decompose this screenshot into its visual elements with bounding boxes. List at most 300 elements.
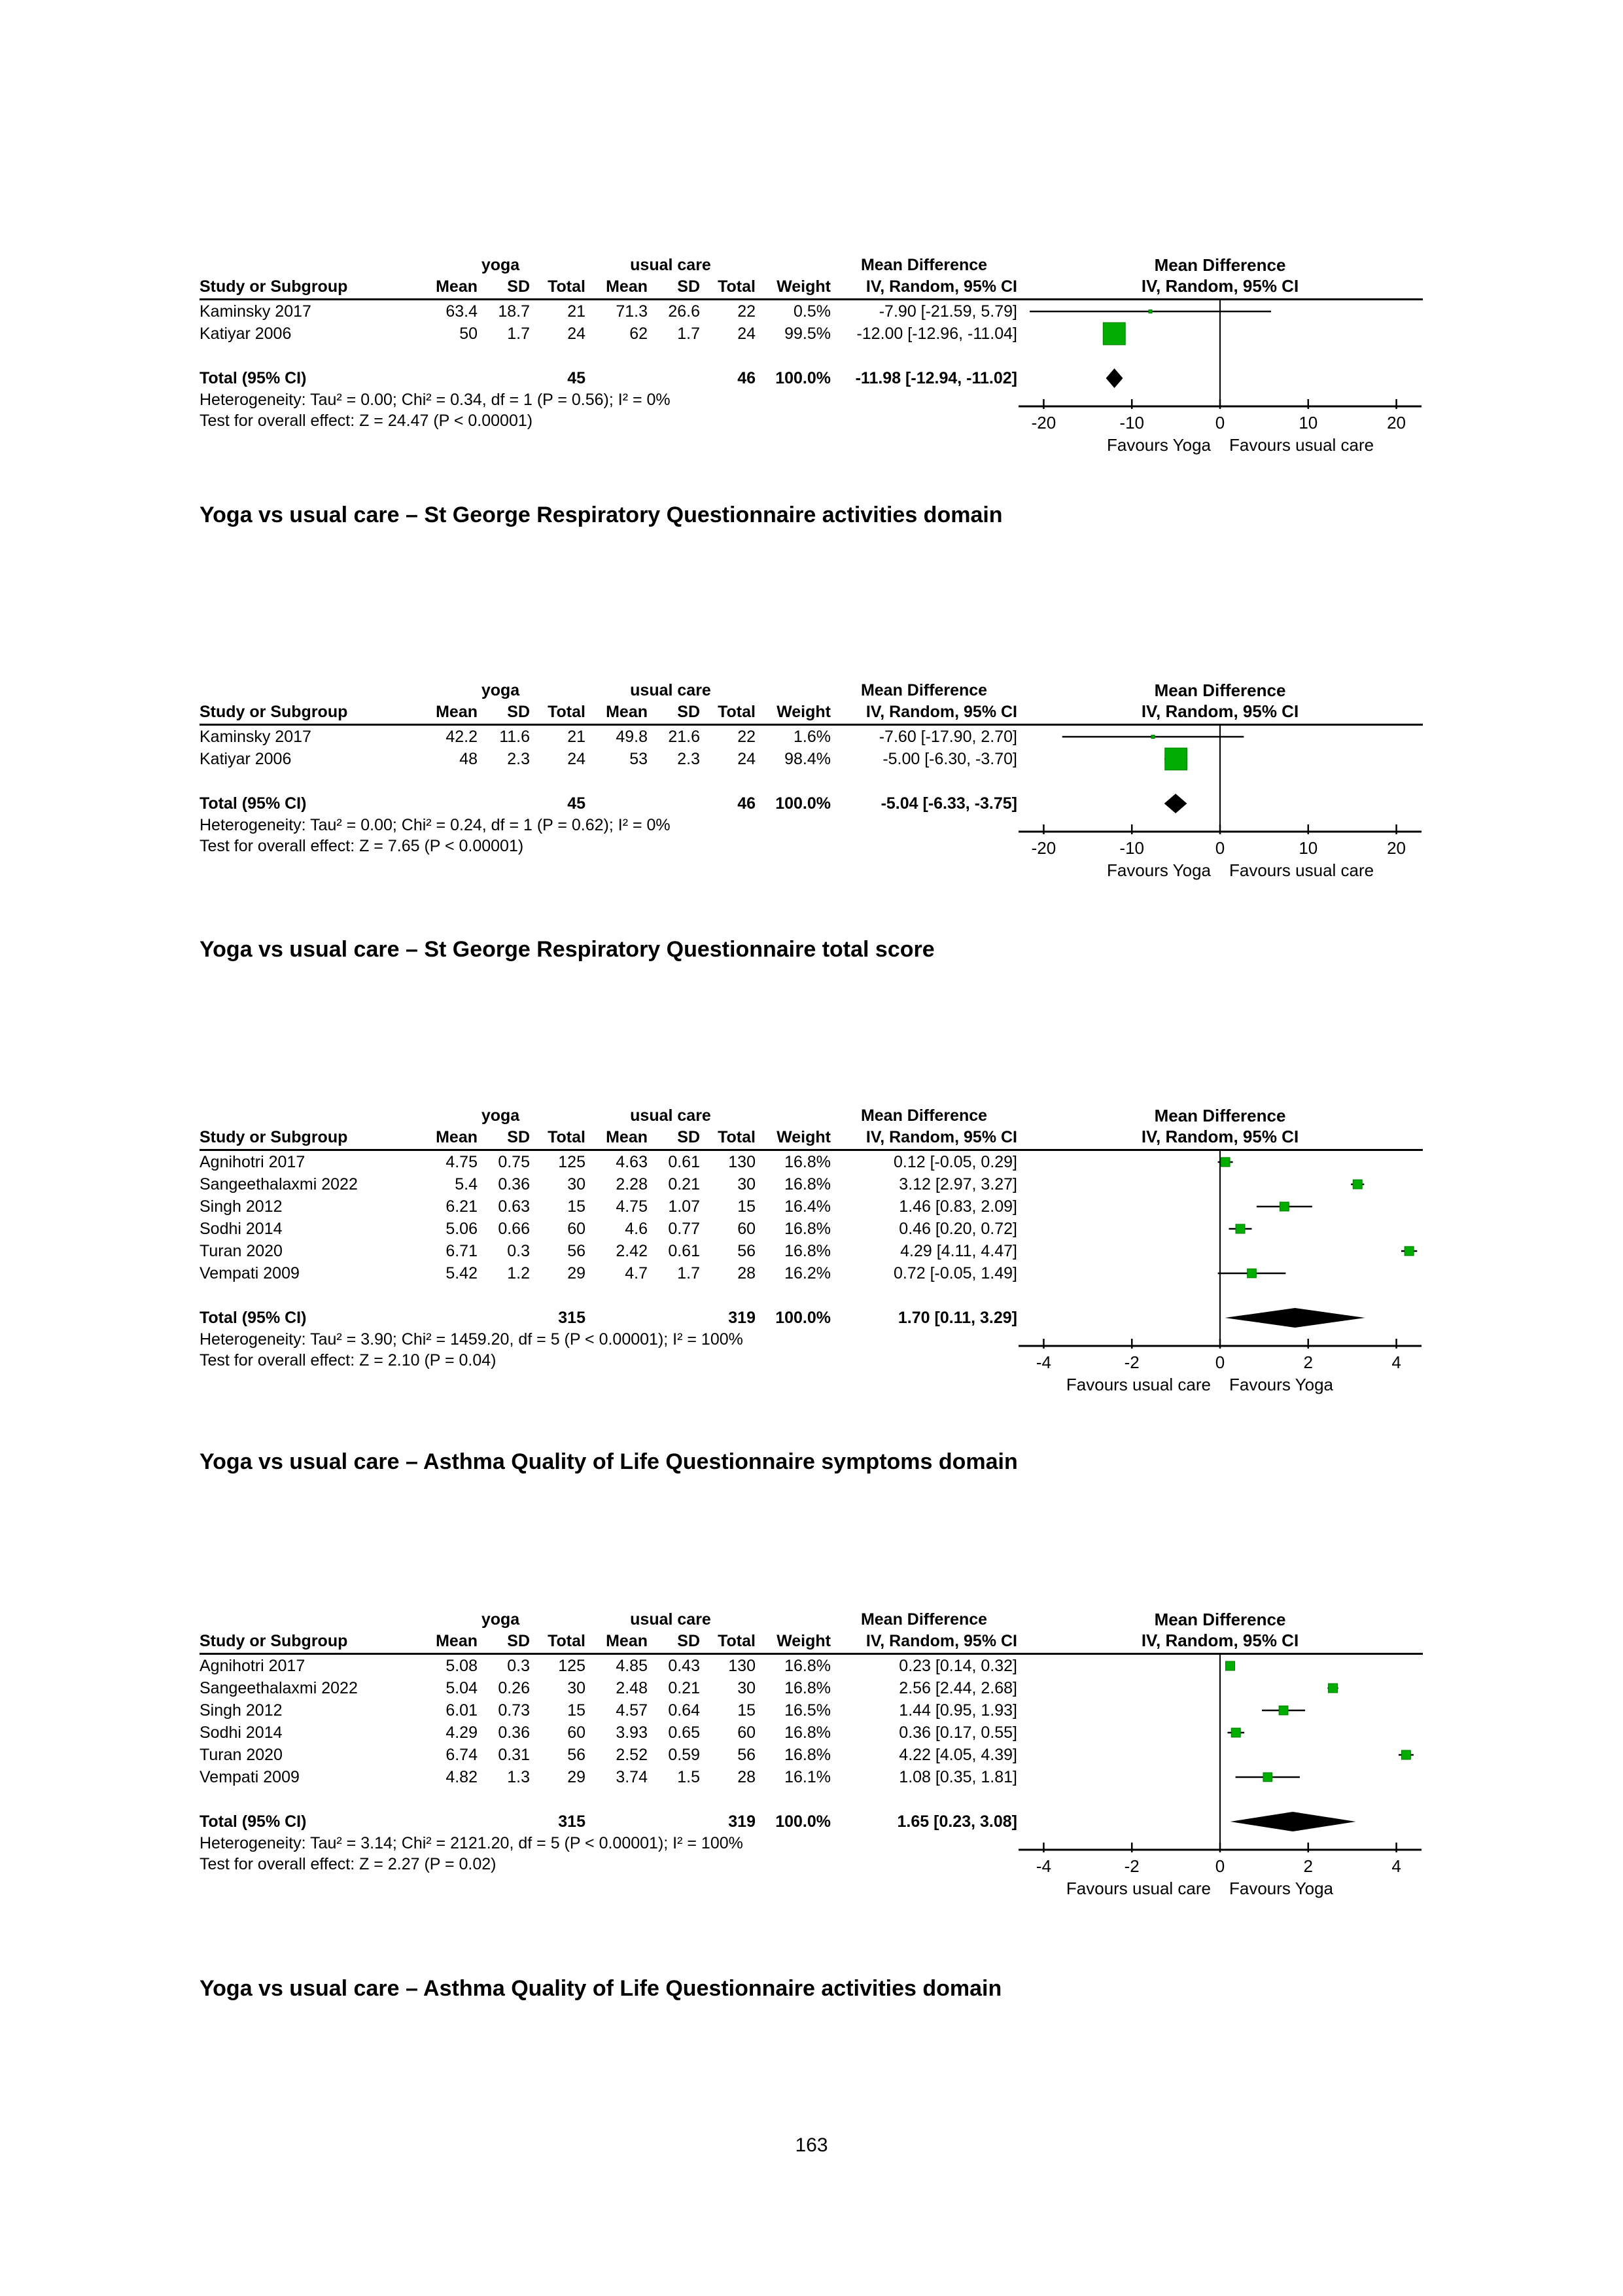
study-mean2: 2.28 bbox=[616, 1174, 648, 1193]
study-weight: 16.8% bbox=[784, 1241, 831, 1260]
column-header: Total bbox=[548, 702, 585, 721]
study-name: Kaminsky 2017 bbox=[200, 302, 311, 321]
group2-header: usual care bbox=[630, 255, 711, 274]
column-header: Total bbox=[718, 277, 756, 296]
favours-left-label: Favours Yoga bbox=[1106, 860, 1211, 880]
study-total1: 125 bbox=[558, 1152, 585, 1171]
study-sd2: 0.64 bbox=[668, 1701, 700, 1720]
study-total2: 130 bbox=[728, 1656, 756, 1675]
study-name: Agnihotri 2017 bbox=[200, 1152, 305, 1171]
study-mean1: 5.06 bbox=[445, 1219, 478, 1238]
axis-tick-label: -4 bbox=[1036, 1856, 1051, 1876]
study-mean1: 4.29 bbox=[445, 1723, 478, 1742]
axis-tick-label: 10 bbox=[1299, 838, 1318, 858]
total-label: Total (95% CI) bbox=[200, 1812, 307, 1831]
study-ci: 1.46 [0.83, 2.09] bbox=[899, 1197, 1017, 1216]
study-total1: 21 bbox=[567, 302, 585, 321]
column-header: Mean bbox=[606, 1127, 648, 1146]
study-marker bbox=[1257, 1202, 1312, 1211]
study-marker bbox=[1062, 735, 1244, 739]
axis-tick-label: -2 bbox=[1124, 1856, 1140, 1876]
forest-plot-section-3 bbox=[200, 1106, 1429, 1402]
study-ci: 4.22 [4.05, 4.39] bbox=[899, 1745, 1017, 1764]
total-diamond bbox=[1230, 1812, 1356, 1831]
study-name: Sodhi 2014 bbox=[200, 1723, 283, 1742]
effect-square bbox=[1231, 1728, 1240, 1737]
study-mean1: 6.74 bbox=[445, 1745, 478, 1764]
total-diamond bbox=[1164, 794, 1187, 813]
overall-effect-text: Test for overall effect: Z = 2.10 (P = 0.04) bbox=[200, 1351, 497, 1369]
study-weight: 1.6% bbox=[794, 727, 831, 746]
plot-subtitle: IV, Random, 95% CI bbox=[1141, 1631, 1299, 1650]
heterogeneity-text: Heterogeneity: Tau² = 0.00; Chi² = 0.34, df = 1 (P = 0.56); I² = 0% bbox=[200, 390, 671, 409]
column-header: SD bbox=[677, 702, 700, 721]
forest-plot-section-1 bbox=[200, 255, 1429, 463]
study-total1: 125 bbox=[558, 1656, 585, 1675]
plot-title: Mean Difference bbox=[1154, 1610, 1286, 1629]
study-mean2: 2.48 bbox=[616, 1678, 648, 1697]
effect-square bbox=[1279, 1706, 1288, 1715]
study-name: Kaminsky 2017 bbox=[200, 727, 311, 746]
forest-plot-graph bbox=[1017, 680, 1423, 888]
study-name: Vempati 2009 bbox=[200, 1767, 300, 1786]
study-name: Katiyar 2006 bbox=[200, 749, 292, 768]
study-marker bbox=[1227, 1728, 1244, 1737]
group1-header: yoga bbox=[481, 255, 520, 274]
study-mean2: 4.7 bbox=[625, 1263, 648, 1282]
study-mean1: 6.01 bbox=[445, 1701, 478, 1720]
study-name: Katiyar 2006 bbox=[200, 324, 292, 343]
figure-caption-3: Yoga vs usual care – Asthma Quality of Life Questionnaire symptoms domain bbox=[200, 1449, 1018, 1474]
group1-header: yoga bbox=[481, 1610, 520, 1629]
column-header: SD bbox=[677, 1127, 700, 1146]
study-mean1: 4.82 bbox=[445, 1767, 478, 1786]
total-weight: 100.0% bbox=[775, 368, 831, 387]
study-mean1: 6.71 bbox=[445, 1241, 478, 1260]
total-n1: 315 bbox=[558, 1812, 585, 1831]
study-marker bbox=[1103, 323, 1125, 345]
total-weight: 100.0% bbox=[775, 1308, 831, 1327]
study-sd1: 1.2 bbox=[507, 1263, 530, 1282]
total-diamond bbox=[1225, 1308, 1365, 1328]
study-total2: 56 bbox=[737, 1745, 756, 1764]
study-marker bbox=[1226, 1661, 1235, 1670]
study-sd1: 11.6 bbox=[499, 727, 530, 746]
study-weight: 99.5% bbox=[784, 324, 831, 343]
study-total1: 15 bbox=[567, 1197, 585, 1216]
study-sd2: 2.3 bbox=[677, 749, 700, 768]
effect-header: Mean Difference bbox=[860, 1106, 988, 1125]
study-total2: 28 bbox=[737, 1767, 756, 1786]
axis-tick-label: 4 bbox=[1391, 1856, 1401, 1876]
study-marker bbox=[1164, 748, 1187, 770]
total-diamond bbox=[1106, 368, 1123, 388]
column-header: Study or Subgroup bbox=[200, 1127, 348, 1146]
column-header: Mean bbox=[436, 1127, 478, 1146]
effect-square bbox=[1221, 1157, 1230, 1167]
study-mean1: 42.2 bbox=[445, 727, 478, 746]
total-n2: 46 bbox=[737, 368, 756, 387]
column-header: Mean bbox=[436, 1631, 478, 1650]
axis-tick-label: 2 bbox=[1303, 1352, 1314, 1372]
column-header: Weight bbox=[777, 277, 831, 296]
study-mean1: 5.04 bbox=[445, 1678, 478, 1697]
total-weight: 100.0% bbox=[775, 794, 831, 813]
axis-tick-label: -20 bbox=[1031, 838, 1056, 858]
study-mean2: 2.42 bbox=[616, 1241, 648, 1260]
forest-table bbox=[200, 680, 1017, 857]
study-marker bbox=[1218, 1269, 1286, 1278]
column-header: Total bbox=[718, 1127, 756, 1146]
effect-square bbox=[1329, 1684, 1338, 1693]
study-mean1: 4.75 bbox=[445, 1152, 478, 1171]
column-header: SD bbox=[677, 277, 700, 296]
study-weight: 16.8% bbox=[784, 1219, 831, 1238]
study-name: Sodhi 2014 bbox=[200, 1219, 283, 1238]
study-mean2: 4.6 bbox=[625, 1219, 648, 1238]
total-n2: 319 bbox=[728, 1812, 756, 1831]
favours-left-label: Favours usual care bbox=[1066, 1375, 1211, 1394]
study-sd2: 1.7 bbox=[677, 1263, 700, 1282]
total-n2: 46 bbox=[737, 794, 756, 813]
favours-left-label: Favours Yoga bbox=[1106, 435, 1211, 455]
study-ci: 0.72 [-0.05, 1.49] bbox=[893, 1263, 1017, 1282]
study-total2: 30 bbox=[737, 1678, 756, 1697]
effect-header: Mean Difference bbox=[860, 1610, 988, 1629]
study-weight: 16.8% bbox=[784, 1745, 831, 1764]
study-marker bbox=[1401, 1246, 1417, 1256]
study-total1: 29 bbox=[567, 1263, 585, 1282]
column-header: Study or Subgroup bbox=[200, 702, 348, 721]
total-n1: 315 bbox=[558, 1308, 585, 1327]
forest-plot-section-2 bbox=[200, 680, 1429, 888]
study-mean2: 4.57 bbox=[616, 1701, 648, 1720]
figure-caption-4: Yoga vs usual care – Asthma Quality of Life Questionnaire activities domain bbox=[200, 1976, 1002, 2001]
group1-header: yoga bbox=[481, 1106, 520, 1125]
group2-header: usual care bbox=[630, 680, 711, 699]
study-mean2: 62 bbox=[629, 324, 648, 343]
study-mean2: 49.8 bbox=[616, 727, 648, 746]
study-sd1: 2.3 bbox=[507, 749, 530, 768]
study-sd1: 0.66 bbox=[498, 1219, 530, 1238]
total-n2: 319 bbox=[728, 1308, 756, 1327]
study-weight: 16.5% bbox=[784, 1701, 831, 1720]
study-sd2: 1.07 bbox=[668, 1197, 700, 1216]
study-name: Vempati 2009 bbox=[200, 1263, 300, 1282]
study-sd2: 0.21 bbox=[668, 1678, 700, 1697]
study-mean1: 50 bbox=[459, 324, 478, 343]
study-mean1: 48 bbox=[459, 749, 478, 768]
axis-tick-label: 0 bbox=[1215, 838, 1225, 858]
study-weight: 16.8% bbox=[784, 1723, 831, 1742]
study-ci: 0.12 [-0.05, 0.29] bbox=[893, 1152, 1017, 1171]
heterogeneity-text: Heterogeneity: Tau² = 3.14; Chi² = 2121.20, df = 5 (P < 0.00001); I² = 100% bbox=[200, 1833, 743, 1852]
column-header: Mean bbox=[606, 702, 648, 721]
study-marker bbox=[1236, 1773, 1300, 1782]
axis-tick-label: -10 bbox=[1119, 838, 1145, 858]
effect-square bbox=[1226, 1661, 1235, 1670]
column-header: IV, Random, 95% CI bbox=[865, 277, 1017, 296]
study-marker bbox=[1262, 1706, 1305, 1715]
study-total2: 24 bbox=[737, 324, 756, 343]
forest-plot-aqlq-symptoms bbox=[200, 1106, 1423, 1402]
forest-plot-graph bbox=[1017, 255, 1423, 463]
study-ci: 0.23 [0.14, 0.32] bbox=[899, 1656, 1017, 1675]
effect-square bbox=[1401, 1750, 1410, 1759]
study-name: Sangeethalaxmi 2022 bbox=[200, 1174, 358, 1193]
study-marker bbox=[1351, 1180, 1364, 1189]
study-total2: 15 bbox=[737, 1701, 756, 1720]
column-header: Weight bbox=[777, 702, 831, 721]
effect-square bbox=[1149, 310, 1152, 313]
study-mean2: 2.52 bbox=[616, 1745, 648, 1764]
study-total2: 30 bbox=[737, 1174, 756, 1193]
study-name: Sangeethalaxmi 2022 bbox=[200, 1678, 358, 1697]
study-mean2: 71.3 bbox=[616, 302, 648, 321]
study-sd2: 21.6 bbox=[668, 727, 700, 746]
axis-tick-label: -20 bbox=[1031, 413, 1056, 433]
study-sd1: 0.31 bbox=[498, 1745, 530, 1764]
plot-subtitle: IV, Random, 95% CI bbox=[1141, 1127, 1299, 1146]
column-header: IV, Random, 95% CI bbox=[865, 702, 1017, 721]
study-total1: 56 bbox=[567, 1745, 585, 1764]
study-sd1: 1.3 bbox=[507, 1767, 530, 1786]
study-sd1: 0.36 bbox=[498, 1723, 530, 1742]
study-total2: 130 bbox=[728, 1152, 756, 1171]
axis-tick-label: 0 bbox=[1215, 1856, 1225, 1876]
study-marker bbox=[1030, 310, 1271, 313]
total-label: Total (95% CI) bbox=[200, 1308, 307, 1327]
overall-effect-text: Test for overall effect: Z = 24.47 (P < 0.00001) bbox=[200, 411, 533, 430]
favours-right-label: Favours usual care bbox=[1229, 435, 1374, 455]
effect-square bbox=[1248, 1269, 1257, 1278]
column-header: Weight bbox=[777, 1631, 831, 1650]
effect-square bbox=[1236, 1224, 1245, 1233]
study-total1: 60 bbox=[567, 1723, 585, 1742]
study-mean2: 4.63 bbox=[616, 1152, 648, 1171]
study-sd1: 0.75 bbox=[498, 1152, 530, 1171]
total-weight: 100.0% bbox=[775, 1812, 831, 1831]
study-ci: 3.12 [2.97, 3.27] bbox=[899, 1174, 1017, 1193]
study-total2: 22 bbox=[737, 302, 756, 321]
study-total1: 29 bbox=[567, 1767, 585, 1786]
study-name: Agnihotri 2017 bbox=[200, 1656, 305, 1675]
total-ci: -5.04 [-6.33, -3.75] bbox=[881, 794, 1017, 813]
forest-table bbox=[200, 1610, 1017, 1875]
study-total1: 21 bbox=[567, 727, 585, 746]
study-weight: 16.8% bbox=[784, 1174, 831, 1193]
total-label: Total (95% CI) bbox=[200, 368, 307, 387]
column-header: Total bbox=[718, 1631, 756, 1650]
study-weight: 16.1% bbox=[784, 1767, 831, 1786]
column-header: IV, Random, 95% CI bbox=[865, 1127, 1017, 1146]
study-marker bbox=[1399, 1750, 1414, 1759]
study-weight: 16.2% bbox=[784, 1263, 831, 1282]
total-ci: 1.70 [0.11, 3.29] bbox=[898, 1308, 1017, 1327]
study-total1: 60 bbox=[567, 1219, 585, 1238]
total-n1: 45 bbox=[567, 368, 585, 387]
forest-plot-graph bbox=[1017, 1610, 1423, 1906]
study-marker bbox=[1327, 1684, 1338, 1693]
study-ci: -12.00 [-12.96, -11.04] bbox=[856, 324, 1017, 343]
column-header: SD bbox=[507, 702, 530, 721]
axis-tick-label: 10 bbox=[1299, 413, 1318, 433]
heterogeneity-text: Heterogeneity: Tau² = 0.00; Chi² = 0.24, df = 1 (P = 0.62); I² = 0% bbox=[200, 815, 671, 834]
study-total1: 24 bbox=[567, 749, 585, 768]
axis-tick-label: -2 bbox=[1124, 1352, 1140, 1372]
study-weight: 16.8% bbox=[784, 1678, 831, 1697]
column-header: SD bbox=[507, 1127, 530, 1146]
study-ci: 1.08 [0.35, 1.81] bbox=[899, 1767, 1017, 1786]
study-weight: 16.8% bbox=[784, 1656, 831, 1675]
column-header: Study or Subgroup bbox=[200, 277, 348, 296]
plot-title: Mean Difference bbox=[1154, 255, 1286, 275]
forest-table bbox=[200, 1106, 1017, 1371]
forest-plot-sgrq-total bbox=[200, 680, 1423, 888]
study-sd1: 0.63 bbox=[498, 1197, 530, 1216]
study-sd2: 1.7 bbox=[677, 324, 700, 343]
axis-tick-label: 0 bbox=[1215, 413, 1225, 433]
effect-square bbox=[1165, 748, 1187, 770]
study-ci: 0.46 [0.20, 0.72] bbox=[899, 1219, 1017, 1238]
column-header: IV, Random, 95% CI bbox=[865, 1631, 1017, 1650]
axis-tick-label: 2 bbox=[1303, 1856, 1314, 1876]
favours-right-label: Favours Yoga bbox=[1229, 1879, 1334, 1898]
study-ci: 1.44 [0.95, 1.93] bbox=[899, 1701, 1017, 1720]
study-sd2: 0.61 bbox=[668, 1152, 700, 1171]
column-header: SD bbox=[677, 1631, 700, 1650]
study-total1: 56 bbox=[567, 1241, 585, 1260]
overall-effect-text: Test for overall effect: Z = 2.27 (P = 0.02) bbox=[200, 1854, 497, 1873]
study-total1: 30 bbox=[567, 1174, 585, 1193]
total-ci: -11.98 [-12.94, -11.02] bbox=[855, 368, 1017, 387]
study-ci: -7.90 [-21.59, 5.79] bbox=[879, 302, 1017, 321]
study-sd1: 18.7 bbox=[498, 302, 530, 321]
study-sd2: 0.43 bbox=[668, 1656, 700, 1675]
effect-header: Mean Difference bbox=[860, 680, 988, 699]
effect-square bbox=[1280, 1202, 1289, 1211]
study-sd2: 0.77 bbox=[668, 1219, 700, 1238]
study-sd1: 0.73 bbox=[498, 1701, 530, 1720]
column-header: SD bbox=[507, 277, 530, 296]
plot-subtitle: IV, Random, 95% CI bbox=[1141, 276, 1299, 296]
study-mean1: 6.21 bbox=[445, 1197, 478, 1216]
study-name: Turan 2020 bbox=[200, 1241, 283, 1260]
study-total2: 60 bbox=[737, 1723, 756, 1742]
study-sd2: 26.6 bbox=[668, 302, 700, 321]
study-sd2: 0.65 bbox=[668, 1723, 700, 1742]
study-sd1: 1.7 bbox=[507, 324, 530, 343]
study-sd2: 0.59 bbox=[668, 1745, 700, 1764]
study-mean2: 53 bbox=[629, 749, 648, 768]
effect-square bbox=[1353, 1180, 1362, 1189]
axis-tick-label: -10 bbox=[1119, 413, 1145, 433]
column-header: SD bbox=[507, 1631, 530, 1650]
plot-subtitle: IV, Random, 95% CI bbox=[1141, 701, 1299, 721]
plot-title: Mean Difference bbox=[1154, 1106, 1286, 1125]
study-total2: 22 bbox=[737, 727, 756, 746]
total-ci: 1.65 [0.23, 3.08] bbox=[897, 1812, 1017, 1831]
group2-header: usual care bbox=[630, 1106, 711, 1125]
study-name: Turan 2020 bbox=[200, 1745, 283, 1764]
study-sd2: 0.21 bbox=[668, 1174, 700, 1193]
forest-plot-sgrq-activities bbox=[200, 255, 1423, 463]
study-total1: 15 bbox=[567, 1701, 585, 1720]
study-ci: -5.00 [-6.30, -3.70] bbox=[882, 749, 1017, 768]
study-sd1: 0.36 bbox=[498, 1174, 530, 1193]
effect-header: Mean Difference bbox=[860, 255, 988, 274]
study-sd1: 0.3 bbox=[507, 1656, 530, 1675]
figure-caption-1: Yoga vs usual care – St George Respiratory Questionnaire activities domain bbox=[200, 503, 1003, 527]
study-sd1: 0.3 bbox=[507, 1241, 530, 1260]
column-header: Mean bbox=[436, 277, 478, 296]
forest-plot-graph bbox=[1017, 1106, 1423, 1402]
column-header: Study or Subgroup bbox=[200, 1631, 348, 1650]
effect-square bbox=[1151, 735, 1155, 739]
heterogeneity-text: Heterogeneity: Tau² = 3.90; Chi² = 1459.20, df = 5 (P < 0.00001); I² = 100% bbox=[200, 1330, 743, 1349]
study-sd1: 0.26 bbox=[498, 1678, 530, 1697]
column-header: Mean bbox=[606, 1631, 648, 1650]
page-number: 163 bbox=[795, 2134, 828, 2156]
overall-effect-text: Test for overall effect: Z = 7.65 (P < 0.00001) bbox=[200, 836, 524, 855]
study-mean1: 63.4 bbox=[445, 302, 478, 321]
study-ci: -7.60 [-17.90, 2.70] bbox=[879, 727, 1017, 746]
forest-plot-aqlq-activities bbox=[200, 1610, 1423, 1906]
study-weight: 16.4% bbox=[784, 1197, 831, 1216]
study-sd2: 0.61 bbox=[668, 1241, 700, 1260]
column-header: Weight bbox=[777, 1127, 831, 1146]
plot-title: Mean Difference bbox=[1154, 680, 1286, 700]
effect-square bbox=[1405, 1246, 1414, 1256]
study-mean2: 4.75 bbox=[616, 1197, 648, 1216]
study-ci: 0.36 [0.17, 0.55] bbox=[899, 1723, 1017, 1742]
study-total2: 60 bbox=[737, 1219, 756, 1238]
study-mean2: 3.93 bbox=[616, 1723, 648, 1742]
favours-left-label: Favours usual care bbox=[1066, 1879, 1211, 1898]
study-marker bbox=[1229, 1224, 1251, 1233]
axis-tick-label: 4 bbox=[1391, 1352, 1401, 1372]
total-label: Total (95% CI) bbox=[200, 794, 307, 813]
study-name: Singh 2012 bbox=[200, 1701, 283, 1720]
study-weight: 16.8% bbox=[784, 1152, 831, 1171]
study-total1: 30 bbox=[567, 1678, 585, 1697]
effect-square bbox=[1103, 323, 1125, 345]
study-mean1: 5.42 bbox=[445, 1263, 478, 1282]
axis-tick-label: 20 bbox=[1387, 413, 1406, 433]
forest-plot-section-4 bbox=[200, 1610, 1429, 1906]
effect-square bbox=[1263, 1773, 1272, 1782]
total-n1: 45 bbox=[567, 794, 585, 813]
favours-right-label: Favours Yoga bbox=[1229, 1375, 1334, 1394]
group1-header: yoga bbox=[481, 680, 520, 699]
column-header: Total bbox=[548, 277, 585, 296]
study-weight: 0.5% bbox=[794, 302, 831, 321]
column-header: Total bbox=[548, 1127, 585, 1146]
study-sd2: 1.5 bbox=[677, 1767, 700, 1786]
figure-caption-2: Yoga vs usual care – St George Respiratory Questionnaire total score bbox=[200, 937, 935, 962]
study-weight: 98.4% bbox=[784, 749, 831, 768]
axis-tick-label: -4 bbox=[1036, 1352, 1051, 1372]
study-ci: 4.29 [4.11, 4.47] bbox=[900, 1241, 1017, 1260]
study-ci: 2.56 [2.44, 2.68] bbox=[899, 1678, 1017, 1697]
column-header: Total bbox=[718, 702, 756, 721]
study-mean1: 5.08 bbox=[445, 1656, 478, 1675]
study-total2: 28 bbox=[737, 1263, 756, 1282]
column-header: Mean bbox=[606, 277, 648, 296]
axis-tick-label: 20 bbox=[1387, 838, 1406, 858]
study-mean2: 4.85 bbox=[616, 1656, 648, 1675]
favours-right-label: Favours usual care bbox=[1229, 860, 1374, 880]
